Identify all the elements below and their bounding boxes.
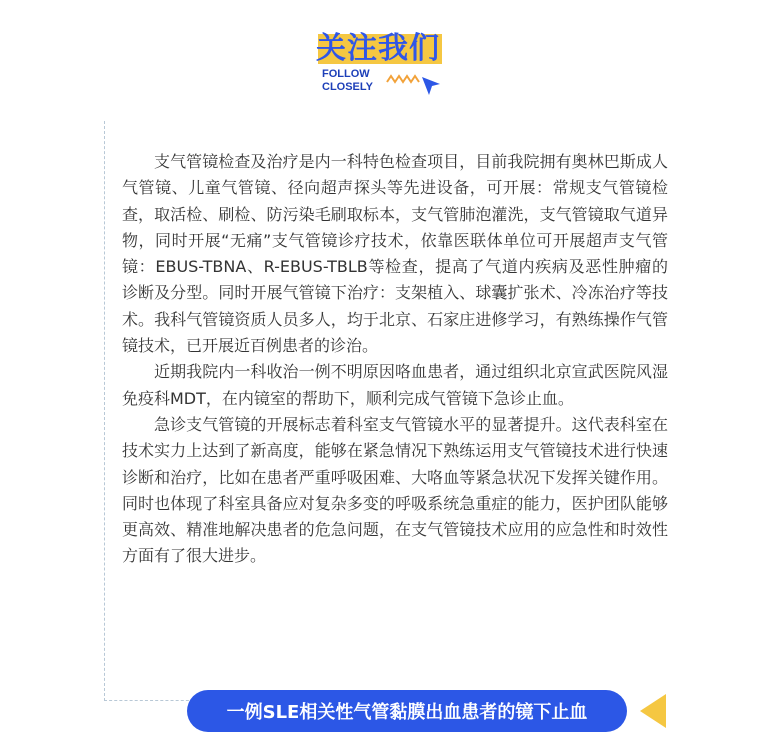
article-paragraph-3: 急诊支气管镜的开展标志着科室支气管镜水平的显著提升。这代表科室在技术实力上达到了新高度，能够在紧急情况下熟练运用支气管镜技术进行快速诊断和治疗，比如在患者严重呼吸困难、大咯血等紧急状况下发挥关键作用。同时也体现了科室具备应对复杂多变的呼吸系统急重症的能力，医护团队能够更高效、精准地解决患者的危急问题，在支气管镜技术应用的应急性和时效性方面有了很大进步。 [122, 414, 668, 566]
article-paragraph-2: 近期我院内一科收治一例不明原因咯血患者，通过组织北京宣武医院风湿免疫科MDT，在内镜室的帮助下，顺利完成气管镜下急诊止血。 [122, 362, 668, 408]
cursor-arrow-icon [420, 75, 442, 97]
follow-closely-label [322, 68, 373, 94]
subtitle-line-follow: FOLLOW [322, 68, 370, 80]
article-body [122, 149, 668, 570]
article-paragraph-1: 支气管镜检查及治疗是内一科特色检查项目，目前我院拥有奥林巴斯成人气管镜、儿童气管镜、径向超声探头等先进设备，可开展：常规支气管镜检查，取活检、刷检、防污染毛刷取标本，支气管肺泡灌洗，支气管镜取气道异物，同时开展“无痛”支气管镜诊疗技术，依靠医联体单位可开展超声支气管镜：EBUS-TBNA、R-EBUS-TBLB等检查，提高了气道内疾病及恶性肿瘤的诊断及分型。同时开展气管镜下治疗：支架植入、球囊扩张术、冷冻治疗等技术。我科气管镜资质人员多人，均于北京、石家庄进修学习，有熟练操作气管镜技术，已开展近百例患者的诊治。 [122, 152, 668, 356]
frame-dashed-bottom [104, 700, 194, 701]
caption-text: 一例SLE相关性气管黏膜出血患者的镜下止血 [226, 702, 588, 723]
caption-banner [187, 690, 627, 732]
page-title: 关注我们 [316, 31, 440, 66]
follow-us-header [316, 28, 456, 100]
frame-dashed-left [104, 121, 105, 701]
triangle-pointer-icon [636, 690, 670, 732]
zigzag-icon [386, 72, 422, 86]
subtitle-line-closely: CLOSELY [322, 81, 373, 93]
